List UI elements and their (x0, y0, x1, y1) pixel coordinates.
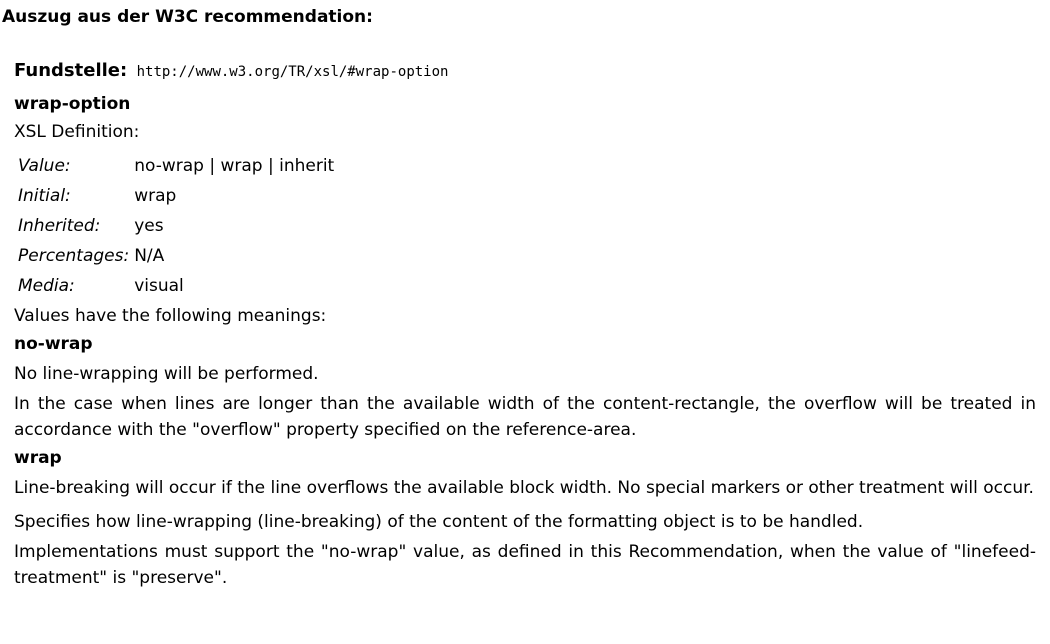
definition-row (16, 181, 337, 211)
source-label: Fundstelle: (14, 60, 128, 81)
note-paragraph: Specifies how line-wrapping (line-breaking) of the content of the formatting object is to be handled. (14, 512, 864, 532)
page-heading: Auszug aus der W3C recommendation: (2, 7, 373, 27)
value-name-wrap: wrap (14, 448, 62, 468)
definition-value: no-wrap | wrap | inherit (134, 156, 335, 176)
definition-row (16, 271, 337, 301)
value-description: In the case when lines are longer than the available width of the content-rectangle, the overflow will be treated in accordance with the "overflow" property specified on the reference-area. (14, 394, 1036, 440)
meanings-intro: Values have the following meanings: (14, 306, 327, 326)
definition-key: Media: (18, 276, 75, 296)
definition-value: wrap (134, 186, 177, 206)
recommendation-excerpt (14, 58, 1036, 591)
definition-key: Percentages: (18, 246, 130, 266)
value-name-no-wrap: no-wrap (14, 334, 93, 354)
property-name: wrap-option (14, 94, 131, 114)
source-url: http://www.w3.org/TR/xsl/#wrap-option (136, 64, 449, 80)
definition-value: N/A (134, 246, 165, 266)
definition-row (16, 151, 337, 181)
xsl-definition-label: XSL Definition: (14, 122, 140, 142)
definition-row (16, 211, 337, 241)
value-description: No line-wrapping will be performed. (14, 364, 319, 384)
note-paragraph: Implementations must support the "no-wrap" value, as defined in this Recommendation, when the value of "linefeed-treatment" is "preserve". (14, 542, 1036, 588)
definition-row (16, 241, 337, 271)
definition-table (16, 151, 337, 301)
value-description: Line-breaking will occur if the line overflows the available block width. No special markers or other treatment will occur. (14, 478, 1034, 498)
definition-key: Inherited: (18, 216, 101, 236)
definition-key: Initial: (18, 186, 71, 206)
definition-key: Value: (18, 156, 71, 176)
definition-value: yes (134, 216, 164, 236)
definition-value: visual (134, 276, 184, 296)
source-line (14, 58, 1036, 85)
